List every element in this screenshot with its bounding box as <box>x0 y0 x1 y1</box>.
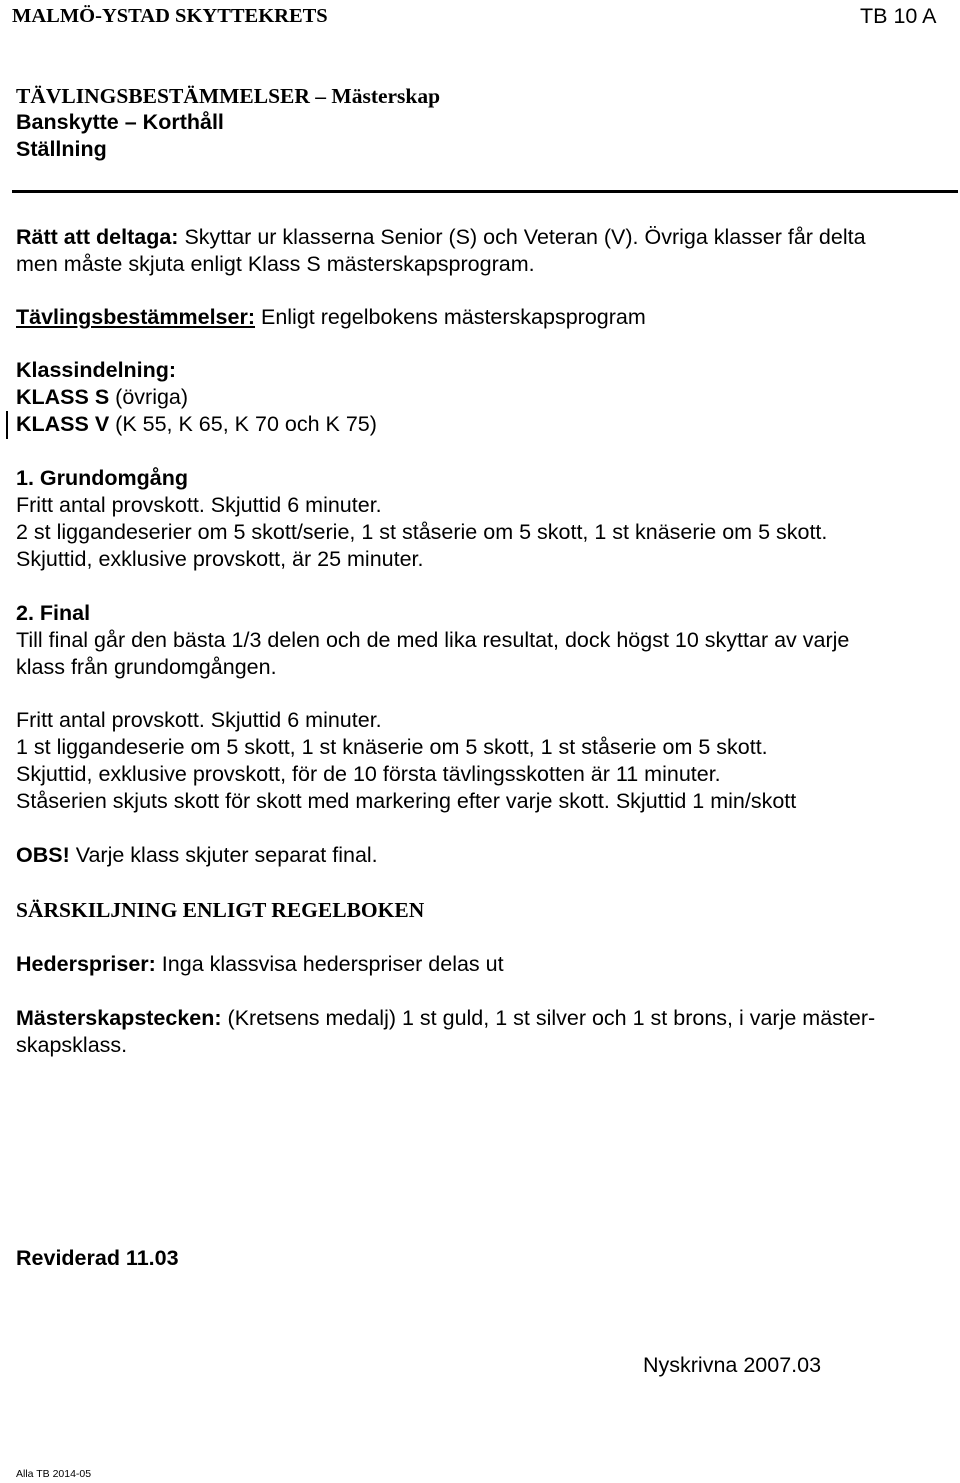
title-sub: Mästerskap <box>331 84 441 108</box>
rules-line <box>16 304 646 331</box>
medals-label: Mästerskapstecken: <box>16 1006 222 1030</box>
obs-line <box>16 842 378 869</box>
class-s-note: (övriga) <box>109 385 189 409</box>
revised-date: Reviderad 11.03 <box>16 1246 179 1270</box>
medals-line-1 <box>16 1005 875 1032</box>
prizes-text: Inga klassvisa hederspriser delas ut <box>155 952 504 976</box>
eligibility-line-1 <box>16 224 866 251</box>
round2-line: Till final går den bästa 1/3 delen och de med lika resultat, dock högst 10 skyttar av varje <box>16 628 850 652</box>
footer-text: Alla TB 2014-05 <box>16 1468 92 1480</box>
horizontal-rule <box>12 190 958 193</box>
title-main: TÄVLINGSBESTÄMMELSER <box>16 84 310 108</box>
title-line-3: Ställning <box>16 137 107 161</box>
obs-text: Varje klass skjuter separat final. <box>69 843 378 867</box>
doc-id: TB 10 A <box>860 4 937 28</box>
round2-line: Skjuttid, exklusive provskott, för de 10 första tävlingsskotten är 11 minuter. <box>16 762 721 786</box>
medals-text: (Kretsens medalj) 1 st guld, 1 st silver och 1 st brons, i varje mäster- <box>221 1006 876 1030</box>
round1-heading <box>16 465 188 492</box>
medals-line-2: skapsklass. <box>16 1033 128 1057</box>
rules-label: Tävlingsbestämmelser: <box>16 305 255 329</box>
eligibility-label: Rätt att deltaga: <box>16 225 179 249</box>
prizes-label: Hederspriser: <box>16 952 156 976</box>
round2-line: Ståserien skjuts skott för skott med markering efter varje skott. Skjuttid 1 min/skott <box>16 789 797 813</box>
round2-heading <box>16 600 90 627</box>
eligibility-text: Skyttar ur klasserna Senior (S) och Veteran (V). Övriga klasser får delta <box>178 225 866 249</box>
round2-title: Final <box>33 601 91 625</box>
round2-line: klass från grundomgången. <box>16 655 277 679</box>
round2-line: 1 st liggandeserie om 5 skott, 1 st knäserie om 5 skott, 1 st ståserie om 5 skott. <box>16 735 768 759</box>
title-separator: – <box>309 84 332 108</box>
classes-label: Klassindelning: <box>16 358 177 382</box>
prizes-line <box>16 951 504 978</box>
org-name: MALMÖ-YSTAD SKYTTEKRETS <box>12 5 328 27</box>
change-bar <box>6 411 8 439</box>
round1-line: 2 st liggandeserier om 5 skott/serie, 1 st ståserie om 5 skott, 1 st knäserie om 5 skott. <box>16 520 828 544</box>
title-line-1 <box>16 83 440 110</box>
round1-title: Grundomgång <box>33 466 189 490</box>
round1-line: Skjuttid, exklusive provskott, är 25 minuter. <box>16 547 424 571</box>
class-s-name: KLASS S <box>16 385 110 409</box>
class-v-name: KLASS V <box>16 412 110 436</box>
tiebreak-heading: SÄRSKILJNING ENLIGT REGELBOKEN <box>16 898 425 922</box>
round1-line: Fritt antal provskott. Skjuttid 6 minuter. <box>16 493 382 517</box>
round2-line: Fritt antal provskott. Skjuttid 6 minuter. <box>16 708 382 732</box>
class-v-line <box>16 411 377 438</box>
title-line-2: Banskytte – Korthåll <box>16 110 224 134</box>
rules-text: Enligt regelbokens mästerskapsprogram <box>255 305 646 329</box>
eligibility-line-2: men måste skjuta enligt Klass S mästerskapsprogram. <box>16 252 535 276</box>
class-v-note: (K 55, K 65, K 70 och K 75) <box>109 412 377 436</box>
round1-number: 1. <box>16 466 34 490</box>
class-s-line <box>16 384 188 411</box>
round2-number: 2. <box>16 601 34 625</box>
obs-label: OBS! <box>16 843 70 867</box>
new-written-date: Nyskrivna 2007.03 <box>643 1353 822 1377</box>
